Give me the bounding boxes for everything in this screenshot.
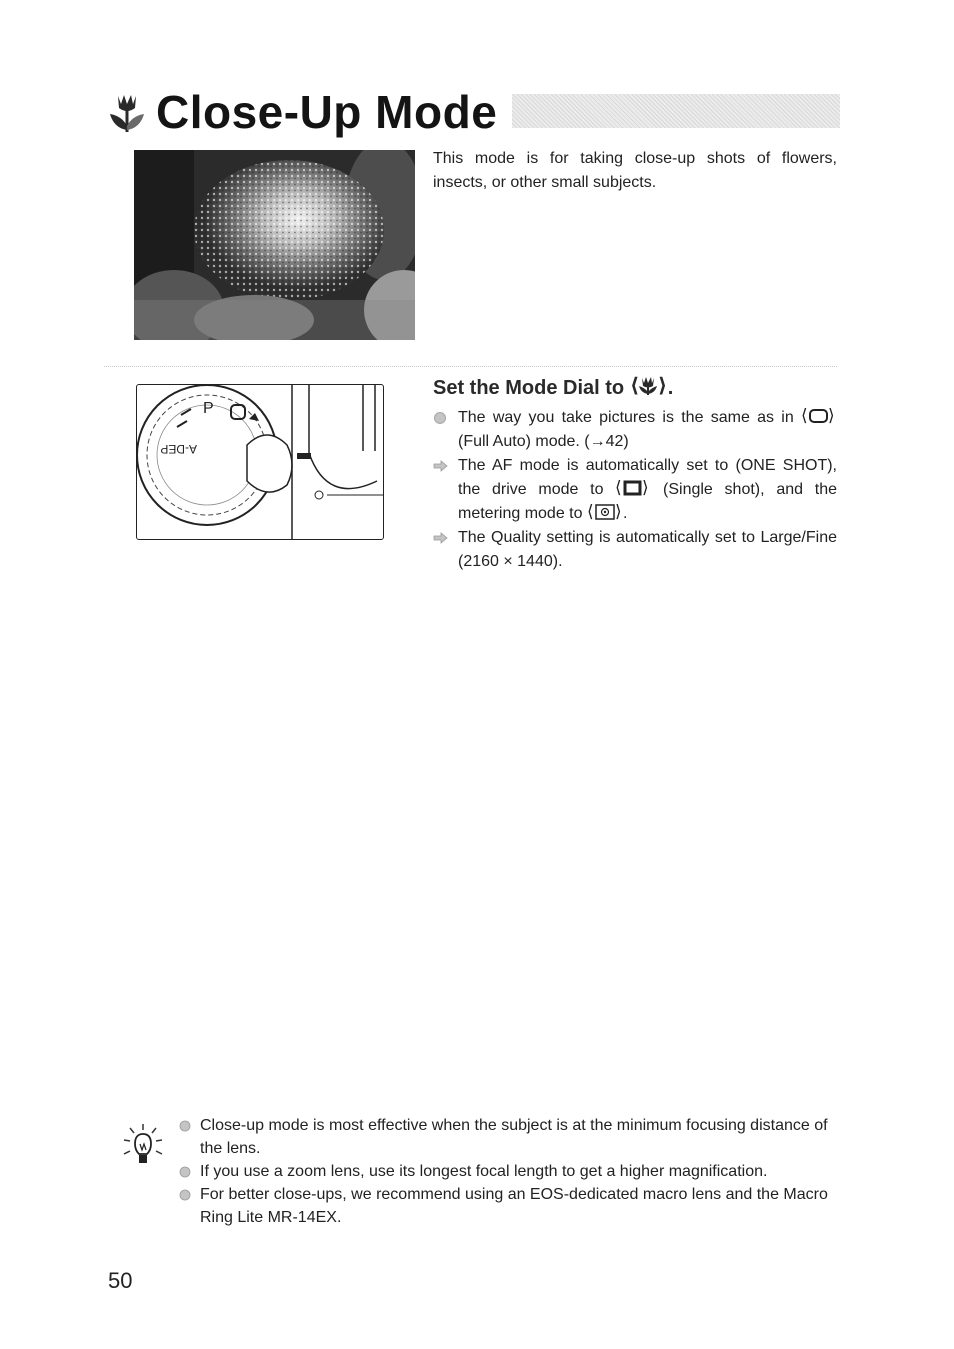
intro-paragraph: This mode is for taking close-up shots of flowers, insects, or other small subjects. xyxy=(433,150,837,191)
title-decoration-bar xyxy=(512,94,840,128)
section-divider xyxy=(104,366,837,367)
flower-icon xyxy=(104,90,150,136)
page-number: 50 xyxy=(108,1268,133,1293)
flower-icon xyxy=(630,375,668,397)
bullet-dot-icon xyxy=(178,1165,192,1179)
tip-1-text: Close-up mode is most effective when the subject is at the minimum focusing distance of the lens. xyxy=(200,1117,828,1157)
svg-text:⟨: ⟨ xyxy=(801,407,808,425)
svg-text:⟨: ⟨ xyxy=(586,503,594,521)
full-auto-icon xyxy=(801,407,837,425)
step-heading-suffix: . xyxy=(667,377,674,399)
flower-photo-image xyxy=(134,150,415,340)
mode-dial-drawing xyxy=(137,385,384,540)
arrow-bullet-icon xyxy=(433,531,449,545)
list-item xyxy=(433,454,837,526)
bullet-dot-icon xyxy=(178,1119,192,1133)
page-header xyxy=(104,84,840,140)
list-item xyxy=(178,1160,828,1183)
list-item xyxy=(433,526,837,574)
light-bulb-icon xyxy=(120,1122,166,1168)
svg-text:⟩: ⟩ xyxy=(828,407,835,425)
bullet-1-text-a: The way you take pictures is the same as in xyxy=(458,409,801,426)
tip-3-text: For better close-ups, we recommend using an EOS-dedicated macro lens and the Macro Ring Lite MR-14EX. xyxy=(200,1186,828,1226)
tips-list xyxy=(178,1114,828,1229)
arrow-bullet-icon xyxy=(433,459,449,473)
svg-text:⟩: ⟩ xyxy=(614,503,622,521)
svg-text:⟨: ⟨ xyxy=(629,375,639,397)
list-item xyxy=(178,1183,828,1229)
bullet-dot-icon xyxy=(433,411,449,425)
close-up-flower-photo xyxy=(134,150,415,340)
list-item xyxy=(433,406,837,454)
bullet-2-text-b: (Single shot), and the metering mode to xyxy=(458,481,837,522)
step-heading xyxy=(433,374,673,402)
bullet-dot-icon xyxy=(178,1188,192,1202)
svg-text:⟨: ⟨ xyxy=(615,479,622,497)
single-shot-icon xyxy=(615,479,651,497)
list-item xyxy=(178,1114,828,1160)
step-bullet-list xyxy=(433,406,837,574)
svg-text:⟩: ⟩ xyxy=(657,375,667,397)
bullet-1-text-b: (Full Auto) mode. (→42) xyxy=(458,433,629,450)
bullet-3-text: The Quality setting is automatically set to Large/Fine (2160 × 1440). xyxy=(458,529,837,570)
tip-2-text: If you use a zoom lens, use its longest focal length to get a higher magnification. xyxy=(200,1163,768,1180)
page-title: Close-Up Mode xyxy=(156,86,498,138)
dial-label-a-dep: A-DEP xyxy=(160,442,197,456)
svg-text:⟩: ⟩ xyxy=(642,479,649,497)
mode-dial-illustration xyxy=(136,384,384,540)
dial-label-p: P xyxy=(203,400,214,417)
step-heading-prefix: Set the Mode Dial to xyxy=(433,377,630,399)
evaluative-metering-icon xyxy=(587,503,623,521)
bullet-2-text-a: The AF mode is automatically set to (ONE SHOT), the drive mode to xyxy=(458,457,837,498)
bullet-2-text-c: . xyxy=(622,505,628,522)
